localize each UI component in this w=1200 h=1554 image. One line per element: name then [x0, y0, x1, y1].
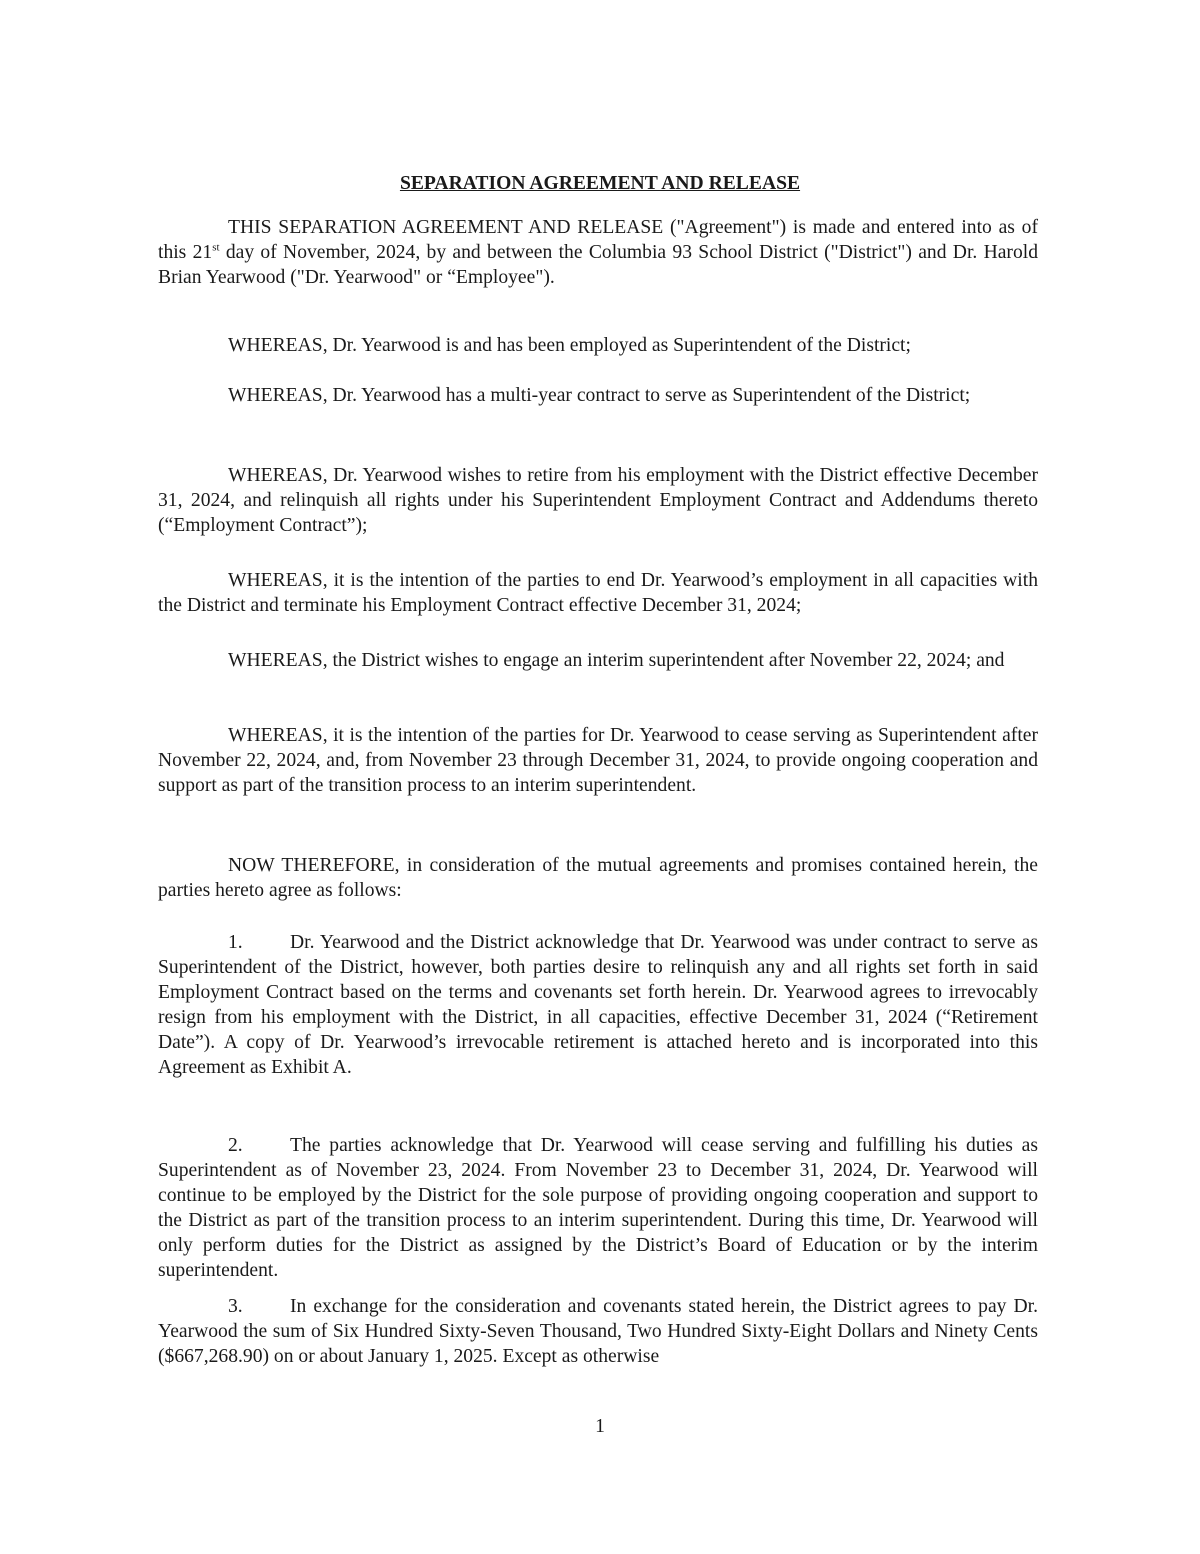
whereas-clause: WHEREAS, it is the intention of the parties for Dr. Yearwood to cease serving as Superintendent after November 22, 2024, and, from November 23 through December 31, 2024, to provide ongoing cooperation and support as part of the transition process to an interim superintendent. [158, 725, 1038, 796]
section-1 [158, 930, 1038, 1080]
document-title: SEPARATION AGREEMENT AND RELEASE [399, 173, 801, 194]
whereas-clause: WHEREAS, the District wishes to engage an interim superintendent after November 22, 2024; and [228, 650, 1005, 671]
section-number: 3. [228, 1296, 243, 1317]
section-3 [158, 1294, 1038, 1369]
intro-text-cont: day of November, 2024, by and between the Columbia 93 School District ("District") and Dr. Harold Brian Yearwood ("Dr. Yearwood" or “Employee"). [158, 242, 1038, 288]
now-therefore-clause: NOW THEREFORE, in consideration of the mutual agreements and promises contained herein, the parties hereto agree as follows: [158, 855, 1038, 901]
whereas-clause: WHEREAS, Dr. Yearwood wishes to retire from his employment with the District effective December 31, 2024, and relinquish all rights under his Superintendent Employment Contract and Addendums thereto (“Employment Contract”); [158, 465, 1038, 536]
ordinal-suffix: st [212, 241, 220, 254]
section-text: Dr. Yearwood and the District acknowledge that Dr. Yearwood was under contract to serve as Superintendent of the District, however, both parties desire to relinquish any and all rights set forth in said Employment Contract based on the terms and covenants set forth herein. Dr. Yearwood agrees to irrevocably resign from his employment with the District, in all capacities, effective December 31, 2024 (“Retirement Date”). A copy of Dr. Yearwood’s irrevocable retirement is attached hereto and is incorporated into this Agreement as Exhibit A. [158, 932, 1038, 1078]
section-text: The parties acknowledge that Dr. Yearwood will cease serving and fulfilling his duties as Superintendent as of November 23, 2024. From November 23 to December 31, 2024, Dr. Yearwood will continue to be employed by the District for the sole purpose of providing ongoing cooperation and support to the District as part of the transition process to an interim superintendent. During this time, Dr. Yearwood will only perform duties for the District as assigned by the District’s Board of Education or by the interim superintendent. [158, 1135, 1038, 1281]
whereas-clause: WHEREAS, Dr. Yearwood has a multi-year contract to serve as Superintendent of the District; [228, 385, 971, 406]
section-2 [158, 1133, 1038, 1283]
section-text: In exchange for the consideration and covenants stated herein, the District agrees to pay Dr. Yearwood the sum of Six Hundred Sixty-Seven Thousand, Two Hundred Sixty-Eight Dollars and Ninety Cents ($667,268.90) on or about January 1, 2025. Except as otherwise [158, 1296, 1038, 1367]
whereas-clause: WHEREAS, it is the intention of the parties to end Dr. Yearwood’s employment in all capacities with the District and terminate his Employment Contract effective December 31, 2024; [158, 570, 1038, 616]
intro-paragraph [158, 215, 1038, 290]
intro-text: THIS SEPARATION AGREEMENT AND RELEASE ("Agreement") is made and entered into as of this 21 [158, 217, 1038, 263]
page-number: 1 [595, 1416, 605, 1437]
section-number: 2. [228, 1135, 243, 1156]
whereas-clause: WHEREAS, Dr. Yearwood is and has been employed as Superintendent of the District; [228, 335, 911, 356]
section-number: 1. [228, 932, 243, 953]
